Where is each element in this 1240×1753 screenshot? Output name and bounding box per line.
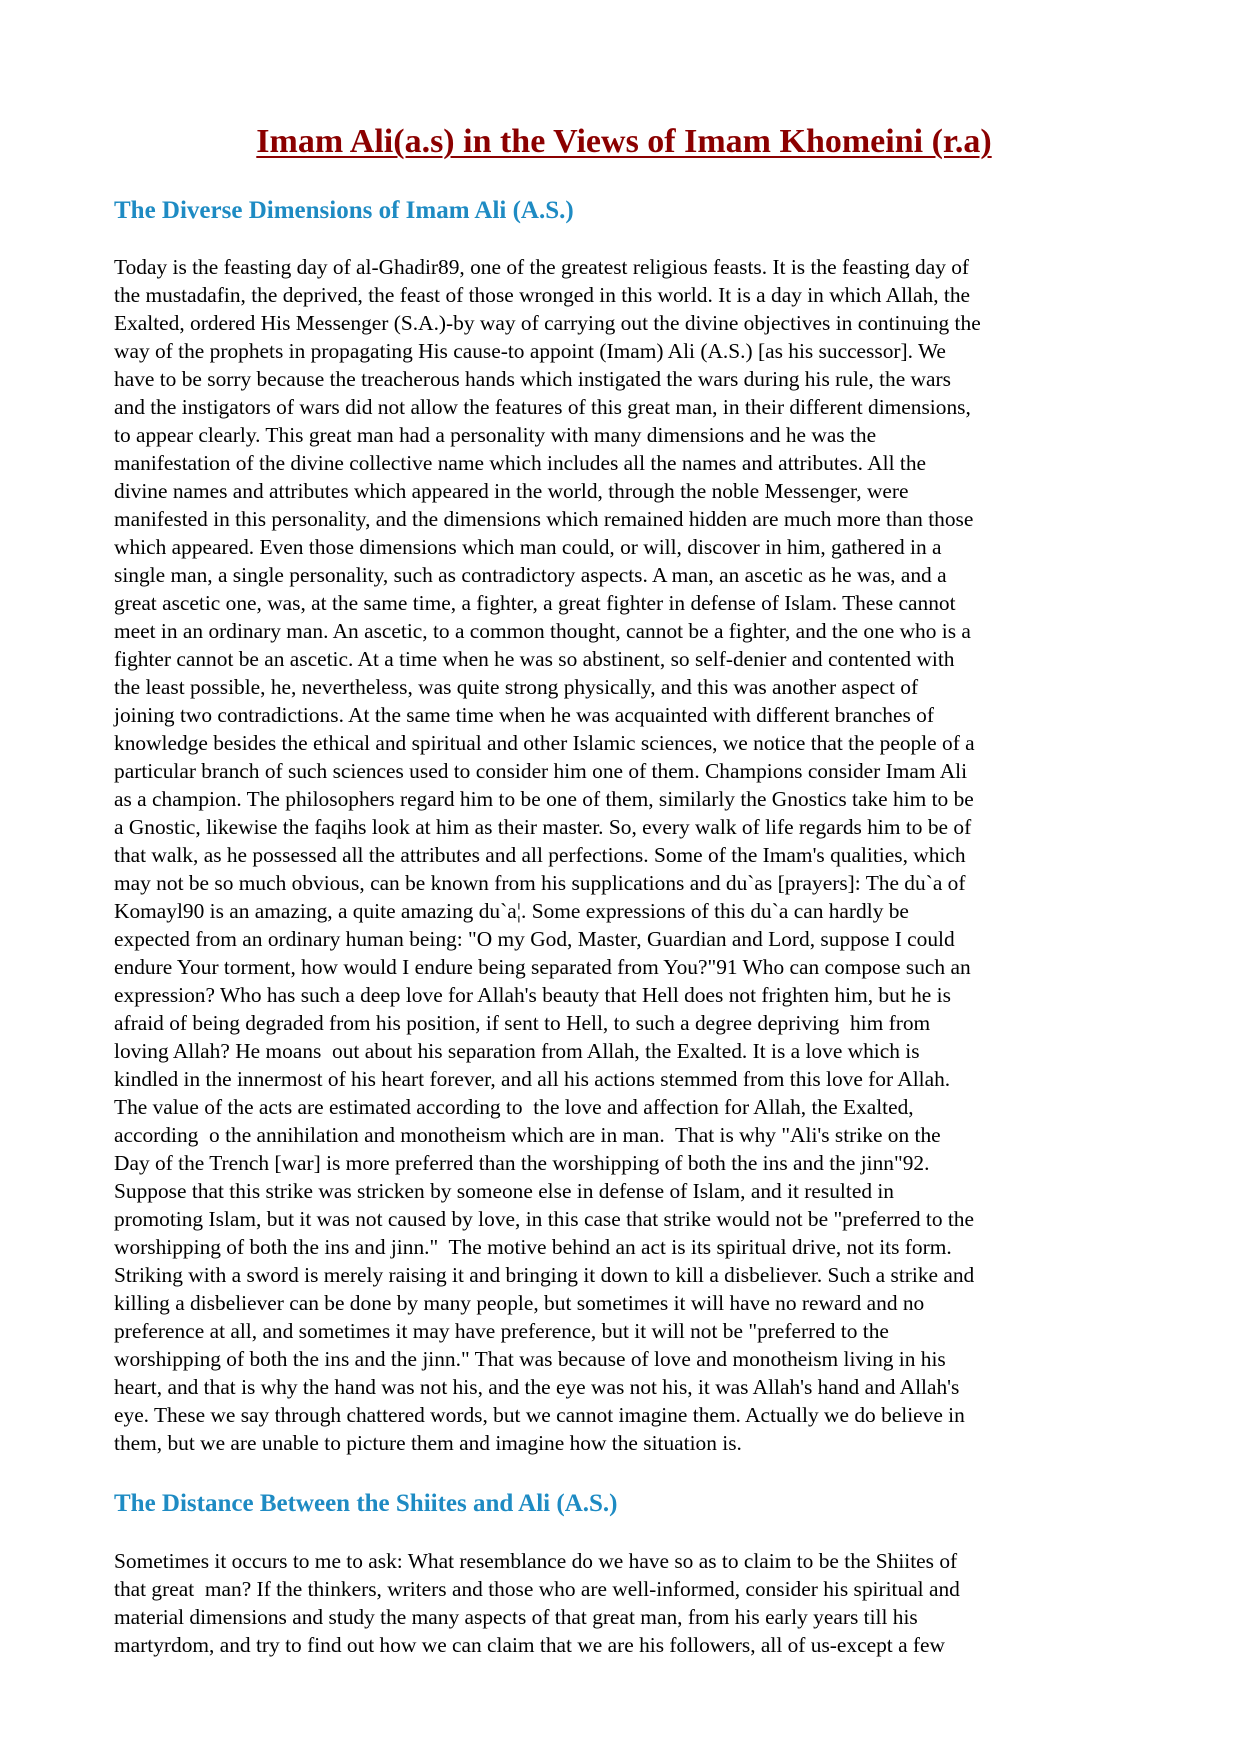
section-body-diverse-dimensions: Today is the feasting day of al-Ghadir89, one of the greatest religious feasts. It is the feasting day of the mustadafin, the deprived, the feast of those wronged in this world. It is a day in which Allah, the Exalted, ordered His Messenger (S.A.)-by way of carrying out the divine objectives in continuing the way of the prophets in propagating His cause-to appoint (Imam) Ali (A.S.) [as his successor]. We have to be sorry because the treacherous hands which instigated the wars during his rule, the wars and the instigators of wars did not allow the features of this great man, in their different dimensions, to appear clearly. This great man had a personality with many dimensions and he was the manifestation of the divine collective name which includes all the names and attributes. All the divine names and attributes which appeared in the world, through the noble Messenger, were manifested in this personality, and the dimensions which remained hidden are much more than those which appeared. Even those dimensions which man could, or will, discover in him, gathered in a single man, a single personality, such as contradictory aspects. A man, an ascetic as he was, and a great ascetic one, was, at the same time, a fighter, a great fighter in defense of Islam. These cannot meet in an ordinary man. An ascetic, to a common thought, cannot be a fighter, and the one who is a fighter cannot be an ascetic. At a time when he was so abstinent, so self-denier and contented with the least possible, he, nevertheless, was quite strong physically, and this was another aspect of joining two contradictions. At the same time when he was acquainted with different branches of knowledge besides the ethical and spiritual and other Islamic sciences, we notice that the people of a particular branch of such sciences used to consider him one of them. Champions consider Imam Ali as a champion. The philosophers regard him to be one of them, similarly the Gnostics take him to be a Gnostic, likewise the faqihs look at him as their master. So, every walk of life regards him to be of that walk, as he possessed all the attributes and all perfections. Some of the Imam's qualities, which may not be so much obvious, can be known from his supplications and du`as [prayers]: The du`a of Komayl90 is an amazing, a quite amazing du`a¦. Some expressions of this du`a can hardly be expected from an ordinary human being: "O my God, Master, Guardian and Lord, suppose I could endure Your torment, how would I endure being separated from You?"91 Who can compose such an expression? Who has such a deep love for Allah's beauty that Hell does not frighten him, but he is afraid of being degraded from his position, if sent to Hell, to such a degree depriving him from loving Allah? He moans out about his separation from Allah, the Exalted. It is a love which is kindled in the innermost of his heart forever, and all his actions stemmed from this love for Allah. The value of the acts are estimated according to the love and affection for Allah, the Exalted, according o the annihilation and monotheism which are in man. That is why "Ali's strike on the Day of the Trench [war] is more preferred than the worshipping of both the ins and the jinn"92. Suppose that this strike was stricken by someone else in defense of Islam, and it resulted in promoting Islam, but it was not caused by love, in this case that strike would not be "preferred to the worshipping of both the ins and jinn." The motive behind an act is its spiritual drive, not its form. Striking with a sword is merely raising it and bringing it down to kill a disbeliever. Such a strike and killing a disbeliever can be done by many people, but sometimes it will have no reward and no preference at all, and sometimes it may have preference, but it will not be "preferred to the worshipping of both the ins and the jinn." That was because of love and monotheism living in his heart, and that is why the hand was not his, and the eye was not his, it was Allah's hand and Allah's eye. These we say through chattered words, but we cannot imagine them. Actually we do believe in them, but we are unable to picture them and imagine how the situation is. <box>114 255 981 1455</box>
section-heading-diverse-dimensions: The Diverse Dimensions of Imam Ali (A.S.) <box>114 197 574 224</box>
section-heading-distance-shiites: The Distance Between the Shiites and Ali (A.S.) <box>114 1490 618 1517</box>
document-page <box>114 96 1134 1659</box>
section-body-distance-shiites: Sometimes it occurs to me to ask: What resemblance do we have so as to claim to be the Shiites of that great man? If the thinkers, writers and those who are well-informed, consider his spiritual and material dimensions and study the many aspects of that great man, from his early years till his martyrdom, and try to find out how we can claim that we are his followers, all of us-except a few <box>114 1549 960 1657</box>
document-title: Imam Ali(a.s) in the Views of Imam Khomeini (r.a) <box>256 123 992 160</box>
